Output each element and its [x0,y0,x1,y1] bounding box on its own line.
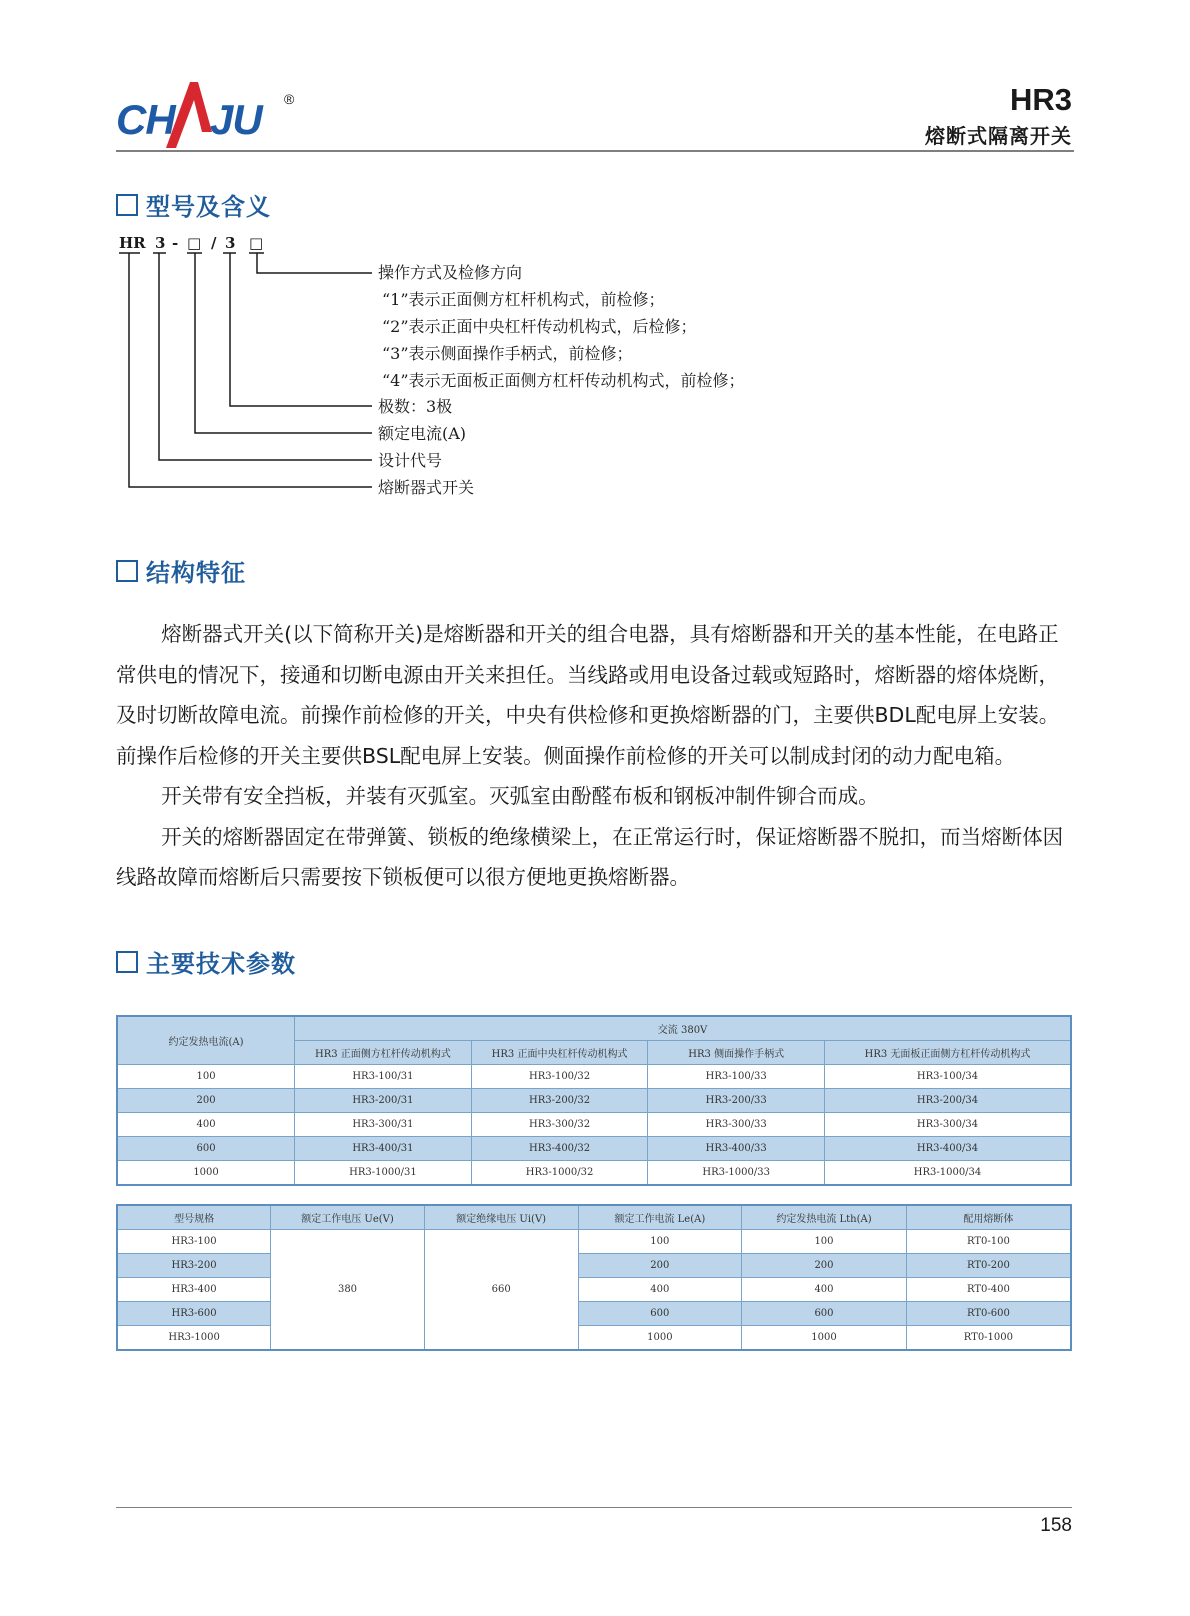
header-front-side-lever: HR3 正面侧方杠杆传动机构式 [295,1041,472,1065]
table-cell: 100 [742,1230,907,1254]
header-front-center-lever: HR3 正面中央杠杆传动机构式 [471,1041,648,1065]
table-cell: RT0-200 [906,1254,1071,1278]
table-row [117,1254,1071,1278]
logo-text-ju: JU [210,96,262,143]
technical-parameters-table [116,1204,1072,1351]
code-part-3: 3 [155,236,166,252]
table-cell: HR3-1000/33 [648,1161,825,1186]
header-insulation-voltage: 额定绝缘电压 Ui(V) [424,1205,578,1230]
legend-option-2: “2”表示正面中央杠杆传动机构式，后检修； [382,317,697,336]
section-heading-structure [116,553,246,588]
section-title: 型号及含义 [146,193,271,221]
checkbox-square-icon [116,560,138,582]
table-cell: HR3-300/33 [648,1113,825,1137]
table-cell: 200 [117,1089,295,1113]
header-rated-current: 额定工作电流 Le(A) [578,1205,742,1230]
code-part-dash: - [172,236,179,252]
header-side-handle: HR3 侧面操作手柄式 [648,1041,825,1065]
header-conventional-current: 约定发热电流(A) [117,1016,295,1065]
table-cell: RT0-1000 [906,1326,1071,1351]
legend-option-4: “4”表示无面板正面侧方杠杆传动机构式，前检修； [382,371,745,390]
table-row [117,1230,1071,1254]
table-row [117,1302,1071,1326]
cell-rated-voltage: 380 [271,1230,425,1351]
structure-description [116,614,1076,898]
cell-insulation-voltage: 660 [424,1230,578,1351]
code-part-current: □ [187,236,202,252]
legend-option-1: “1”表示正面侧方杠杆机构式，前检修； [382,290,665,309]
table-cell: 100 [578,1230,742,1254]
table-cell: HR3-400/32 [471,1137,648,1161]
legend-design-code: 设计代号 [378,451,443,470]
table-row [117,1065,1071,1089]
table-cell: HR3-400 [117,1278,271,1302]
section-heading-model-meaning [116,187,271,222]
table-row [117,1089,1071,1113]
table-cell: HR3-200/32 [471,1089,648,1113]
header-model-spec: 型号规格 [117,1205,271,1230]
section-heading-parameters [116,944,296,979]
header-fuse-link: 配用熔断体 [906,1205,1071,1230]
table-cell: RT0-100 [906,1230,1071,1254]
header-ac-380v: 交流 380V [295,1016,1071,1041]
table-row [117,1326,1071,1351]
model-selection-table [116,1015,1072,1186]
footer-divider [116,1507,1072,1508]
table-cell: 600 [578,1302,742,1326]
table-cell: HR3-1000/31 [295,1161,472,1186]
table-cell: HR3-100/34 [825,1065,1071,1089]
header-thermal-current: 约定发热电流 Lth(A) [742,1205,907,1230]
table-cell: 1000 [578,1326,742,1351]
table-row [117,1278,1071,1302]
table-cell: 600 [117,1137,295,1161]
table-cell: HR3-100/33 [648,1065,825,1089]
table-row [117,1137,1071,1161]
legend-poles: 极数：3极 [378,397,453,416]
table-cell: 600 [742,1302,907,1326]
page-number: 158 [1040,1515,1072,1536]
header-no-panel-side-lever: HR3 无面板正面侧方杠杆传动机构式 [825,1041,1071,1065]
table-cell: 200 [578,1254,742,1278]
checkbox-square-icon [116,951,138,973]
header-divider [116,150,1074,152]
table-row [117,1161,1071,1186]
table-cell: HR3-200/34 [825,1089,1071,1113]
table-cell: 400 [578,1278,742,1302]
code-part-poles: 3 [225,236,236,252]
header-rated-voltage: 额定工作电压 Ue(V) [271,1205,425,1230]
table-cell: HR3-1000/32 [471,1161,648,1186]
table-cell: HR3-400/33 [648,1137,825,1161]
structure-paragraph-1: 熔断器式开关(以下简称开关)是熔断器和开关的组合电器，具有熔断器和开关的基本性能，在电路正常供电的情况下，接通和切断电源由开关来担任。当线路或用电设备过载或短路时，熔断器的熔体烧断，及时切断故障电流。前操作前检修的开关，中央有供检修和更换熔断器的门，主要供BDL配电屏上安装。前操作后检修的开关主要供BSL配电屏上安装。侧面操作前检修的开关可以制成封闭的动力配电箱。 [116,622,1060,768]
table-cell: HR3-300/32 [471,1113,648,1137]
table-cell: HR3-400/34 [825,1137,1071,1161]
table-cell: HR3-1000/34 [825,1161,1071,1186]
legend-operation-method: 操作方式及检修方向 [378,263,523,282]
table-cell: HR3-300/34 [825,1113,1071,1137]
table-cell: HR3-400/31 [295,1137,472,1161]
table-cell: 200 [742,1254,907,1278]
table-cell: HR3-1000 [117,1326,271,1351]
legend-option-3: “3”表示侧面操作手柄式，前检修； [382,344,633,363]
legend-rated-current: 额定电流(A) [378,424,467,443]
table-cell: HR3-100 [117,1230,271,1254]
table-cell: HR3-100/32 [471,1065,648,1089]
code-part-slash: / [211,236,217,252]
section-title: 结构特征 [146,559,246,587]
table-cell: HR3-600 [117,1302,271,1326]
table-cell: 400 [117,1113,295,1137]
table-cell: RT0-400 [906,1278,1071,1302]
section-title: 主要技术参数 [146,950,296,978]
chaju-logo [116,78,316,158]
legend-fuse-switch: 熔断器式开关 [378,478,475,497]
model-code-diagram [116,236,836,516]
table-cell: 1000 [742,1326,907,1351]
table-cell: HR3-200 [117,1254,271,1278]
table-row [117,1113,1071,1137]
table-cell: 400 [742,1278,907,1302]
table-cell: HR3-100/31 [295,1065,472,1089]
structure-paragraph-3: 开关的熔断器固定在带弹簧、锁板的绝缘横梁上，在正常运行时，保证熔断器不脱扣，而当熔断体因线路故障而熔断后只需要按下锁板便可以很方便地更换熔断器。 [116,824,1064,889]
checkbox-square-icon [116,194,138,216]
structure-paragraph-2: 开关带有安全挡板，并装有灭弧室。灭弧室由酚醛布板和钢板冲制件铆合而成。 [161,784,879,808]
table-cell: HR3-200/33 [648,1089,825,1113]
table-cell: 100 [117,1065,295,1089]
logo-text-ch: CH [116,96,175,143]
header-product-name: 熔断式隔离开关 [925,124,1072,148]
table-cell: HR3-300/31 [295,1113,472,1137]
code-part-operation: □ [249,236,264,252]
table-cell: HR3-200/31 [295,1089,472,1113]
table-cell: 1000 [117,1161,295,1186]
registered-mark: ® [284,91,295,107]
header-model: HR3 [1009,82,1072,117]
code-part-hr: HR [119,236,146,252]
table-cell: RT0-600 [906,1302,1071,1326]
